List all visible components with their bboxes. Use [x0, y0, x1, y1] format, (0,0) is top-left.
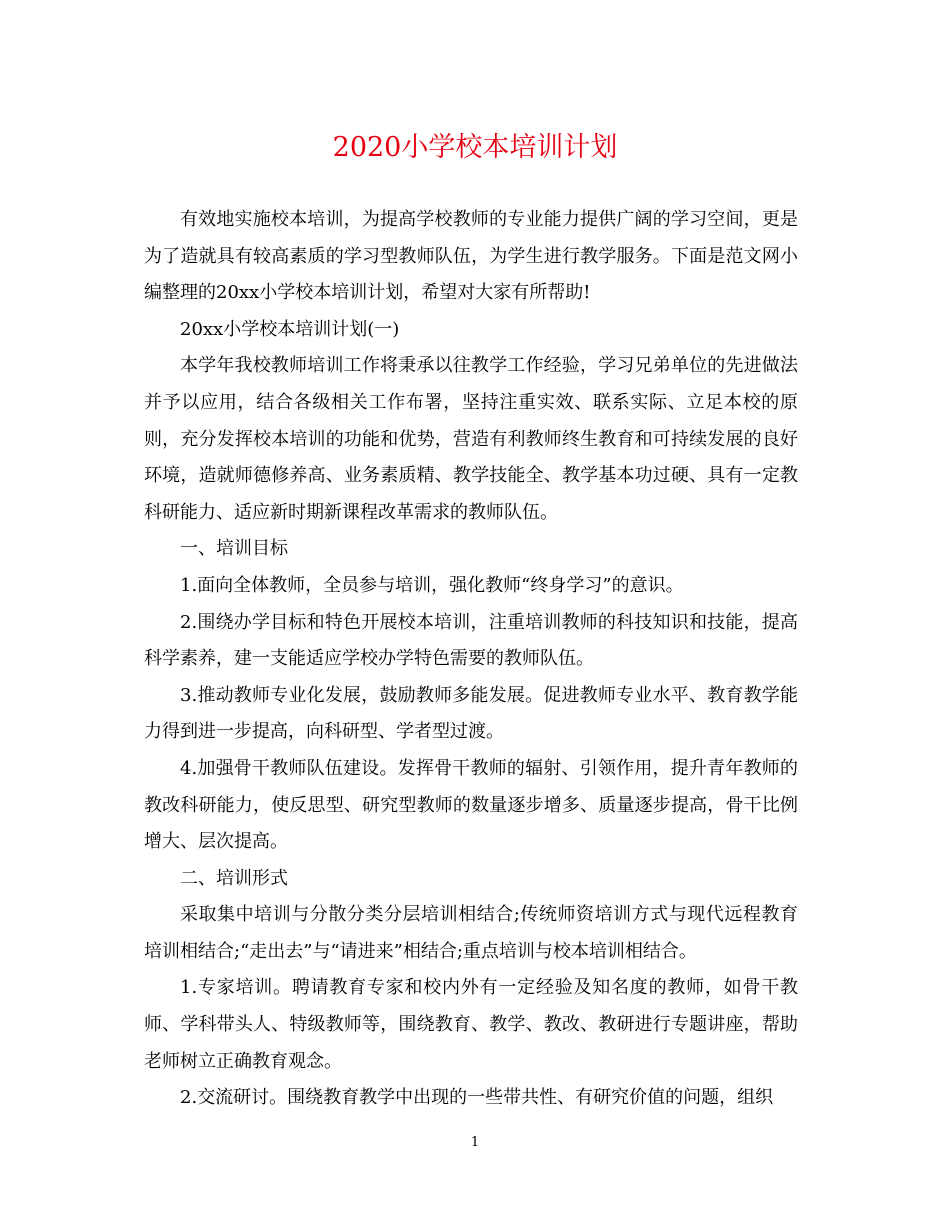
paragraph-training-forms: 采取集中培训与分散分类分层培训相结合;传统师资培训方式与现代远程教育培训相结合;“走出去”与“请进来”相结合;重点培训与校本培训相结合。: [144, 904, 798, 962]
section-heading-training-forms: 二、培训形式: [180, 867, 288, 889]
page-number: 1: [470, 1135, 480, 1150]
document-body: [144, 202, 798, 1117]
section-heading-training-goals: 一、培训目标: [180, 538, 288, 560]
goal-item-3: 3.推动教师专业化发展，鼓励教师多能发展。促进教师专业水平、教育教学能力得到进一步提高，向科研型、学者型过渡。: [144, 684, 798, 743]
paragraph-intro: 有效地实施校本培训，为提高学校教师的专业能力提供广阔的学习空间，更是为了造就具有较高素质的学习型教师队伍，为学生进行教学服务。下面是范文网小编整理的20xx小学校本培训计划，希望对大家有所帮助!: [144, 209, 798, 304]
goal-item-1: 1.面向全体教师，全员参与培训，强化教师“终身学习”的意识。: [180, 574, 684, 596]
document-title: 2020小学校本培训计划: [332, 132, 618, 163]
goal-item-4: 4.加强骨干教师队伍建设。发挥骨干教师的辐射、引领作用，提升青年教师的教改科研能力，使反思型、研究型教师的数量逐步增多、质量逐步提高，骨干比例增大、层次提高。: [144, 757, 798, 853]
paragraph-plan-overview: 本学年我校教师培训工作将秉承以往教学工作经验，学习兄弟单位的先进做法并予以应用，结合各级相关工作布署，坚持注重实效、联系实际、立足本校的原则，充分发挥校本培训的功能和优势，营造有利教师终生教育和可持续发展的良好环境，造就师德修养高、业务素质精、教学技能全、教学基本功过硬、具有一定教科研能力、适应新时期新课程改革需求的教师队伍。: [144, 355, 798, 523]
section-heading-plan-one: 20xx小学校本培训计划(一): [180, 318, 400, 340]
form-item-2: 2.交流研讨。围绕教育教学中出现的一些带共性、有研究价值的问题，组织: [180, 1087, 774, 1109]
goal-item-2: 2.围绕办学目标和特色开展校本培训，注重培训教师的科技知识和技能，提高科学素养，建一支能适应学校办学特色需要的教师队伍。: [144, 611, 798, 670]
form-item-1: 1.专家培训。聘请教育专家和校内外有一定经验及知名度的教师，如骨干教师、学科带头人、特级教师等，围绕教育、教学、教改、教研进行专题讲座，帮助老师树立正确教育观念。: [144, 977, 798, 1072]
